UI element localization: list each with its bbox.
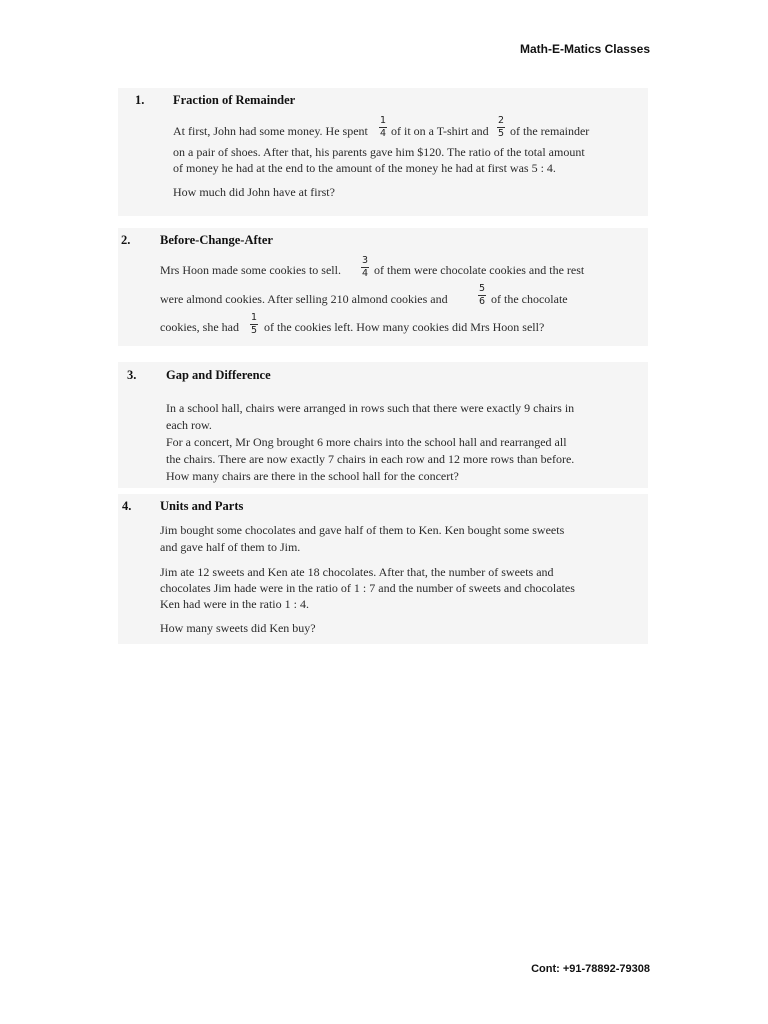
question-number: 1. xyxy=(135,93,145,107)
fraction: 3 4 xyxy=(361,255,369,279)
question-number: 3. xyxy=(127,368,137,382)
question-title: Fraction of Remainder xyxy=(173,93,296,107)
question-text: and gave half of them to Jim. xyxy=(160,540,301,554)
question-text: At first, John had some money. He spent xyxy=(173,124,368,138)
question-title: Units and Parts xyxy=(160,499,244,513)
question-text: of them were chocolate cookies and the rest xyxy=(374,263,585,277)
question-text: of the remainder xyxy=(510,124,590,138)
question-text: of the cookies left. How many cookies did Mrs Hoon sell? xyxy=(264,320,545,334)
contact-footer: Cont: +91-78892-79308 xyxy=(531,963,650,975)
question-text: of the chocolate xyxy=(491,292,568,306)
fraction: 2 5 xyxy=(497,115,505,139)
fraction: 1 5 xyxy=(250,312,258,336)
question-text: of it on a T-shirt and xyxy=(391,124,489,138)
question-text: chocolates Jim hade were in the ratio of 1 : 7 and the number of sweets and chocolates xyxy=(160,581,575,595)
question-3-block xyxy=(118,362,648,488)
fraction: 5 6 xyxy=(478,283,486,307)
question-text: In a school hall, chairs were arranged in rows such that there were exactly 9 chairs in xyxy=(166,401,575,415)
question-text: of money he had at the end to the amount of the money he had at first was 5 : 4. xyxy=(173,161,556,175)
question-2-block xyxy=(118,228,648,346)
question-text: For a concert, Mr Ong brought 6 more chairs into the school hall and rearranged all xyxy=(166,435,567,449)
question-prompt: How many chairs are there in the school hall for the concert? xyxy=(166,469,459,483)
question-prompt: How many sweets did Ken buy? xyxy=(160,621,316,635)
question-text: on a pair of shoes. After that, his parents gave him $120. The ratio of the total amount xyxy=(173,145,585,159)
question-text: Jim bought some chocolates and gave half of them to Ken. Ken bought some sweets xyxy=(160,523,565,537)
question-text: were almond cookies. After selling 210 almond cookies and xyxy=(160,292,448,306)
question-title: Gap and Difference xyxy=(166,368,271,382)
question-1-block xyxy=(118,88,648,216)
question-text: Ken had were in the ratio 1 : 4. xyxy=(160,597,309,611)
question-prompt: How much did John have at first? xyxy=(173,185,335,199)
question-4-block xyxy=(118,494,648,644)
question-text: cookies, she had xyxy=(160,320,239,334)
question-number: 4. xyxy=(122,499,132,513)
question-title: Before-Change-After xyxy=(160,233,273,247)
question-text: the chairs. There are now exactly 7 chairs in each row and 12 more rows than before. xyxy=(166,452,575,466)
question-text: Mrs Hoon made some cookies to sell. xyxy=(160,263,341,277)
question-number: 2. xyxy=(121,233,131,247)
page-header: Math-E-Matics Classes xyxy=(519,42,650,56)
question-text: each row. xyxy=(166,418,212,432)
fraction: 1 4 xyxy=(379,115,387,139)
question-text: Jim ate 12 sweets and Ken ate 18 chocolates. After that, the number of sweets and xyxy=(160,565,554,579)
